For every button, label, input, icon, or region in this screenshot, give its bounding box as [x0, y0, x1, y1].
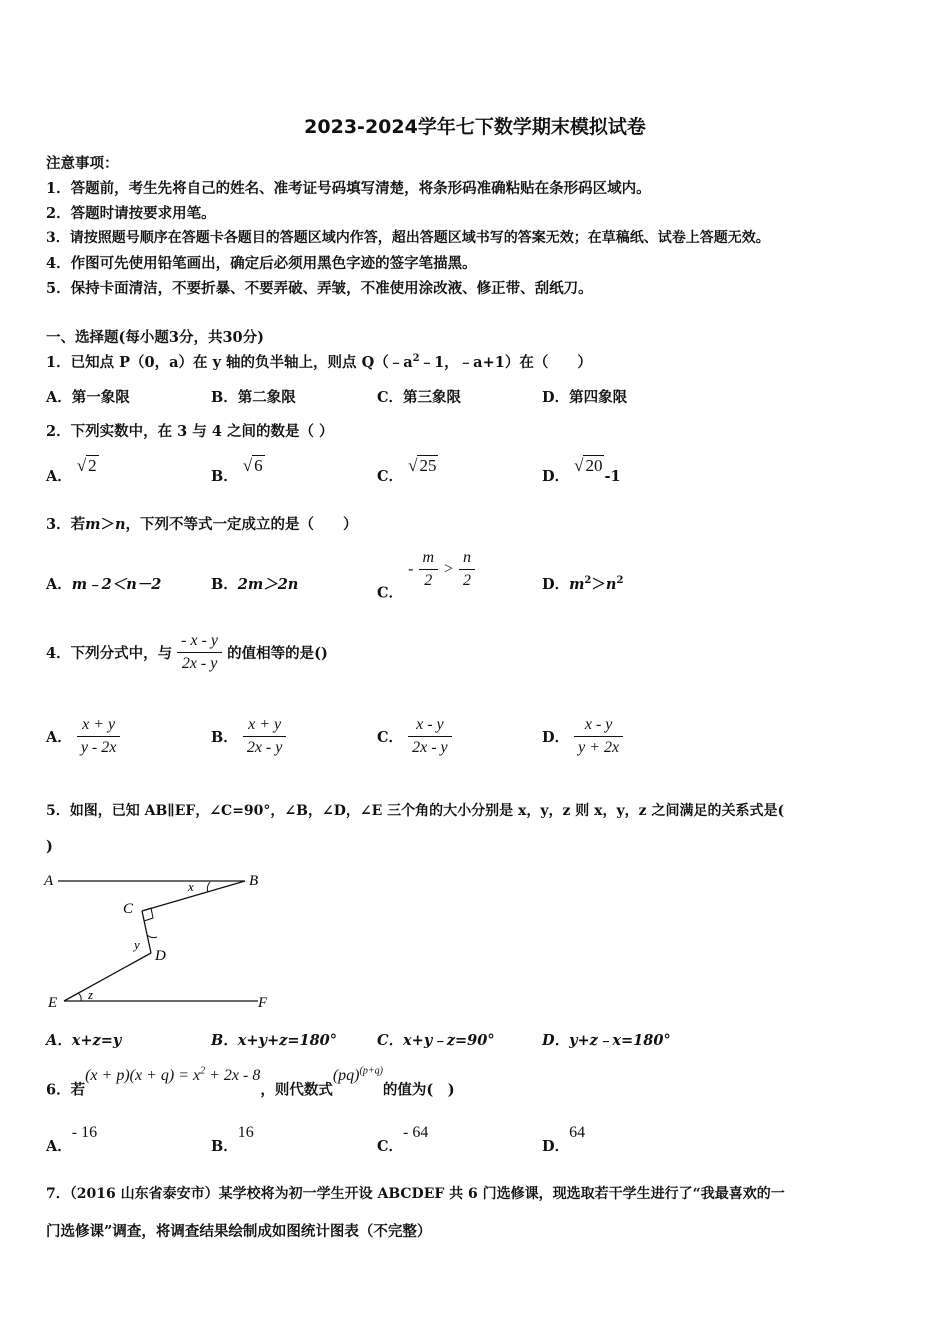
denominator: 2 [459, 569, 475, 590]
q4-option-c[interactable] [377, 716, 452, 757]
q4-option-a[interactable] [46, 716, 120, 757]
superscript: 2 [616, 575, 624, 587]
q1-stem-part: 1．已知点 P（0，a）在 y 轴的负半轴上，则点 Q（﹣a [46, 354, 413, 371]
geometry-figure [40, 865, 280, 1015]
option-label: B． [211, 729, 238, 746]
sqrt-expression: √ 20 [574, 456, 603, 475]
var-m: m [569, 576, 585, 593]
denominator: 2x - y [177, 652, 222, 673]
option-label: C． [377, 1138, 404, 1155]
angle-arc-x [207, 882, 210, 892]
denominator: 2x - y [408, 736, 452, 757]
q4-option-b[interactable] [211, 716, 286, 757]
notice-heading: 注意事项： [46, 155, 119, 172]
notice-item: 1．答题前，考生先将自己的姓名、准考证号码填写清楚，将条形码准确粘贴在条形码区域内。 [46, 180, 651, 197]
option-label: C． [377, 729, 404, 746]
label-c: C [123, 901, 134, 917]
numerator: n [462, 549, 471, 566]
option-label: A． [46, 729, 72, 746]
q1-option-b[interactable]: B．第二象限 [211, 389, 296, 406]
q6-option-d[interactable] [542, 1124, 585, 1156]
q3-option-d[interactable] [542, 573, 623, 594]
page-title: 2023-2024学年七下数学期末模拟试卷 [304, 116, 646, 138]
denominator: 2 [419, 569, 439, 590]
label-z: z [88, 987, 94, 1002]
question-5-stem-end: ) [46, 838, 53, 855]
neg-sign: - [408, 560, 414, 578]
suffix-text: -1 [604, 468, 621, 485]
q1-option-d[interactable]: D．第四象限 [542, 389, 628, 406]
q3-option-c[interactable] [377, 549, 475, 603]
fraction [459, 549, 475, 590]
q1-option-a[interactable]: A．第一象限 [46, 389, 130, 406]
q5-option-b[interactable]: B．x+y+z=180° [211, 1032, 338, 1049]
q4-stem-part: 的值相等的是() [227, 645, 328, 662]
option-value: - 64 [403, 1124, 429, 1141]
fraction [77, 716, 121, 757]
question-5-stem: 5．如图，已知 AB∥EF，∠C=90°，∠B，∠D，∠E 三个角的大小分别是 x，y，z 则 x，y，z 之间满足的关系式是( [46, 803, 785, 819]
q1-superscript: 2 [412, 353, 420, 365]
gt-sign: ＞ [591, 576, 606, 593]
q5-option-a[interactable]: A．x+z=y [46, 1032, 122, 1049]
option-value: 64 [569, 1124, 586, 1141]
superscript: 2 [200, 1066, 206, 1077]
option-label: B． [211, 576, 238, 593]
question-7-stem: 7．（2016 山东省泰安市）某学校将为初一学生开设 ABCDEF 共 6 门选修课，现选取若干学生进行了“我最喜欢的一 [46, 1186, 785, 1202]
radicand: 25 [419, 456, 437, 475]
numerator: m [422, 549, 435, 566]
question-6-stem [46, 1066, 455, 1099]
gt-sign: > [443, 560, 454, 578]
q2-option-d[interactable] [542, 456, 621, 486]
var-n: n [605, 576, 617, 593]
q4-option-d[interactable] [542, 716, 623, 757]
var-m: m [85, 516, 101, 533]
q6-stem-part: 的值为( ) [382, 1081, 455, 1099]
fraction [408, 716, 452, 757]
radicand: 6 [254, 456, 263, 475]
q6-option-a[interactable] [46, 1124, 97, 1156]
q3-option-a[interactable] [46, 573, 161, 594]
gt-sign: ＞ [100, 516, 115, 533]
numerator: x + y [82, 716, 116, 733]
denominator: y - 2x [77, 736, 121, 757]
q6-stem-part: 6．若 [46, 1081, 86, 1099]
sqrt-expression: √ 6 [242, 456, 263, 475]
q2-option-b[interactable] [211, 456, 265, 486]
q6-stem-part: ，则代数式 [260, 1081, 333, 1099]
fraction [243, 716, 287, 757]
numerator: x - y [584, 716, 613, 733]
option-label: C． [377, 584, 404, 602]
option-label: B． [211, 468, 238, 485]
option-label: A． [46, 576, 72, 593]
option-value: 16 [237, 1124, 254, 1141]
equation-part: (x + p)(x + q) = x [85, 1067, 201, 1085]
q5-option-c[interactable]: C．x+y﹣z=90° [377, 1032, 495, 1049]
radicand: 20 [585, 456, 603, 475]
notice-item: 4．作图可先使用铅笔画出，确定后必须用黑色字迹的签字笔描黑。 [46, 255, 477, 272]
denominator: y + 2x [574, 736, 623, 757]
section-heading: 一、选择题(每小题3分，共30分) [46, 329, 264, 346]
q6-option-b[interactable] [211, 1124, 254, 1156]
label-x: x [188, 879, 194, 894]
label-a: A [44, 873, 54, 889]
q4-stem-part: 4．下列分式中，与 [46, 645, 173, 662]
q1-option-c[interactable]: C．第三象限 [377, 389, 462, 406]
label-d: D [155, 948, 166, 964]
option-label: D． [542, 468, 570, 485]
expression [333, 1067, 383, 1084]
question-1-stem [46, 351, 592, 372]
option-text: 2m＞2n [237, 576, 299, 593]
equation-part: + 2x - 8 [205, 1067, 261, 1085]
superscript: 2 [584, 575, 592, 587]
sqrt-expression: √ 2 [76, 456, 97, 475]
notice-item: 3．请按照题号顺序在答题卡各题目的答题区域内作答，超出答题区域书写的答案无效；在草稿纸、试卷上答题无效。 [46, 230, 770, 246]
q3-stem-part: 3．若 [46, 516, 86, 533]
q6-option-c[interactable] [377, 1124, 428, 1156]
question-4-stem [46, 632, 328, 673]
q2-option-a[interactable] [46, 456, 99, 486]
var-n: n [114, 516, 126, 533]
q5-option-d[interactable]: D．y+z﹣x=180° [542, 1032, 671, 1049]
expression-base: (pq) [332, 1067, 360, 1085]
angle-arc-z [78, 993, 81, 1001]
label-f: F [258, 995, 268, 1011]
label-e: E [48, 995, 58, 1011]
q3-option-b[interactable] [211, 573, 298, 594]
numerator: x - y [416, 716, 444, 733]
denominator: 2x - y [243, 736, 287, 757]
q1-stem-part: ﹣1，﹣a+1）在（ ） [419, 354, 592, 371]
equation [85, 1067, 260, 1084]
option-label: D． [542, 1138, 570, 1155]
question-3-stem [46, 513, 357, 534]
question-7-stem-end: 门选修课”调查，将调查结果绘制成如图统计图表（不完整） [46, 1223, 432, 1240]
label-y: y [134, 937, 140, 952]
fraction [574, 716, 623, 757]
option-label: D． [542, 729, 570, 746]
numerator: x + y [248, 716, 282, 733]
sqrt-expression: √ 25 [408, 456, 437, 475]
option-text: m﹣2＜n－2 [71, 576, 162, 593]
label-b: B [249, 873, 259, 889]
option-label: A． [46, 1138, 72, 1155]
option-value: - 16 [71, 1124, 98, 1141]
segment-cd [142, 911, 151, 953]
option-label: D． [542, 576, 570, 593]
angle-arc-y [147, 935, 157, 938]
q2-option-c[interactable] [377, 456, 438, 486]
notice-item: 5．保持卡面清洁，不要折暴、不要弄破、弄皱，不准使用涂改液、修正带、刮纸刀。 [46, 280, 593, 297]
notice-item: 2．答题时请按要求用笔。 [46, 205, 216, 222]
numerator: - x - y [181, 632, 219, 649]
fraction [419, 549, 439, 590]
q3-stem-part: ，下列不等式一定成立的是（ ） [125, 516, 358, 533]
option-label: C． [377, 468, 404, 485]
segment-de [64, 953, 151, 1001]
option-label: B． [211, 1138, 238, 1155]
expression-exponent: (p+q) [359, 1066, 383, 1077]
radicand: 2 [88, 456, 97, 475]
question-2-stem: 2．下列实数中，在 3 与 4 之间的数是（ ） [46, 423, 334, 440]
fraction [177, 632, 222, 673]
option-label: A． [46, 468, 72, 485]
